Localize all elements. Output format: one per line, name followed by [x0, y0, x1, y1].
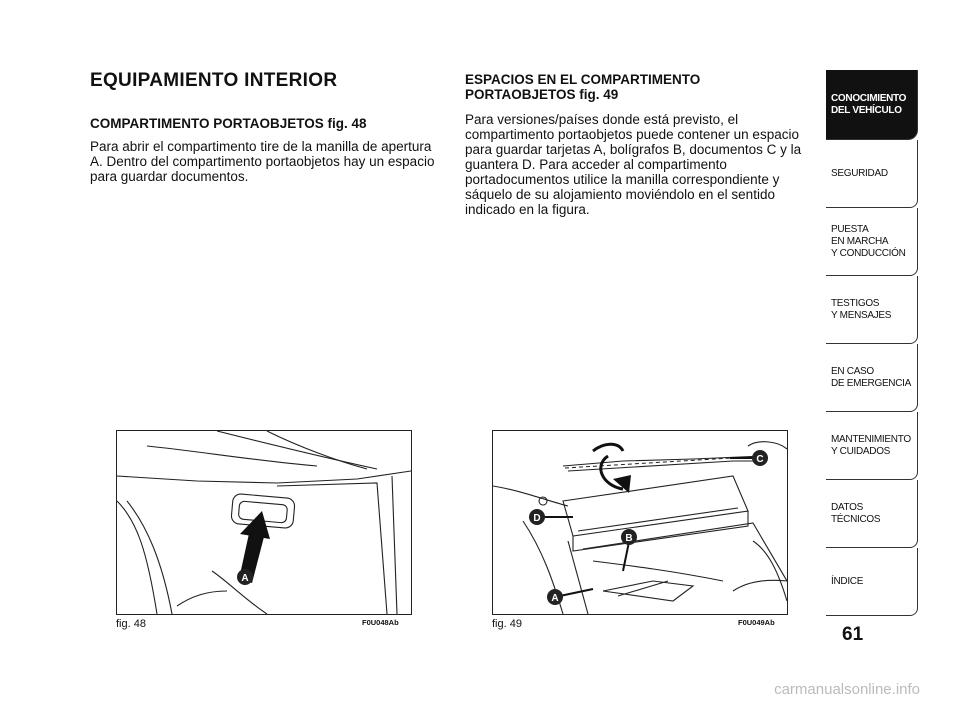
- page-number: 61: [842, 624, 864, 645]
- figure-49-caption: fig. 49: [492, 618, 522, 630]
- section-heading-right: ESPACIOS EN EL COMPARTIMENTO PORTAOBJETOS fig. 49: [465, 72, 701, 102]
- svg-text:A: A: [241, 573, 249, 584]
- svg-text:C: C: [756, 454, 764, 465]
- section-body-left: Para abrir el compartimento tire de la manilla de apertura A. Dentro del compartimento portaobjetos hay un espacio para guardar documentos.: [90, 139, 435, 184]
- figure-49-code: F0U049Ab: [738, 618, 775, 627]
- tab-conocimiento[interactable]: CONOCIMIENTO DEL VEHÍCULO: [826, 70, 918, 140]
- tab-datos-tecnicos[interactable]: DATOS TÉCNICOS: [826, 480, 918, 548]
- glovebox-compartments-illustration: [493, 431, 787, 614]
- figure-49: [492, 430, 788, 615]
- glovebox-handle-illustration: [117, 431, 411, 614]
- tab-mantenimiento[interactable]: MANTENIMIENTO Y CUIDADOS: [826, 412, 918, 480]
- section-heading-left: COMPARTIMENTO PORTAOBJETOS fig. 48: [90, 116, 367, 131]
- figure-48-caption: fig. 48: [116, 618, 146, 630]
- tab-puesta-en-marcha[interactable]: PUESTA EN MARCHA Y CONDUCCIÓN: [826, 208, 918, 276]
- tab-testigos[interactable]: TESTIGOS Y MENSAJES: [826, 276, 918, 344]
- svg-text:D: D: [533, 513, 541, 524]
- tab-emergencia[interactable]: EN CASO DE EMERGENCIA: [826, 344, 918, 412]
- tab-seguridad[interactable]: SEGURIDAD: [826, 140, 918, 208]
- figure-48-code: F0U048Ab: [362, 618, 399, 627]
- svg-text:B: B: [625, 533, 633, 544]
- tab-indice[interactable]: ÍNDICE: [826, 548, 918, 616]
- svg-text:A: A: [551, 593, 559, 604]
- section-body-right: Para versiones/países donde está previsto, el compartimento portaobjetos puede contener un espacio para guardar tarjetas A, bolígrafos B, documentos C y la guantera D. Para acceder al compartimento portadocumentos utilice la manilla correspondiente y sáquelo de su alojamiento moviéndolo en el sentido indicado en la figura.: [465, 112, 802, 217]
- watermark: carmanualsonline.info: [774, 681, 920, 698]
- figure-48: [116, 430, 412, 615]
- page-title: EQUIPAMIENTO INTERIOR: [90, 70, 338, 91]
